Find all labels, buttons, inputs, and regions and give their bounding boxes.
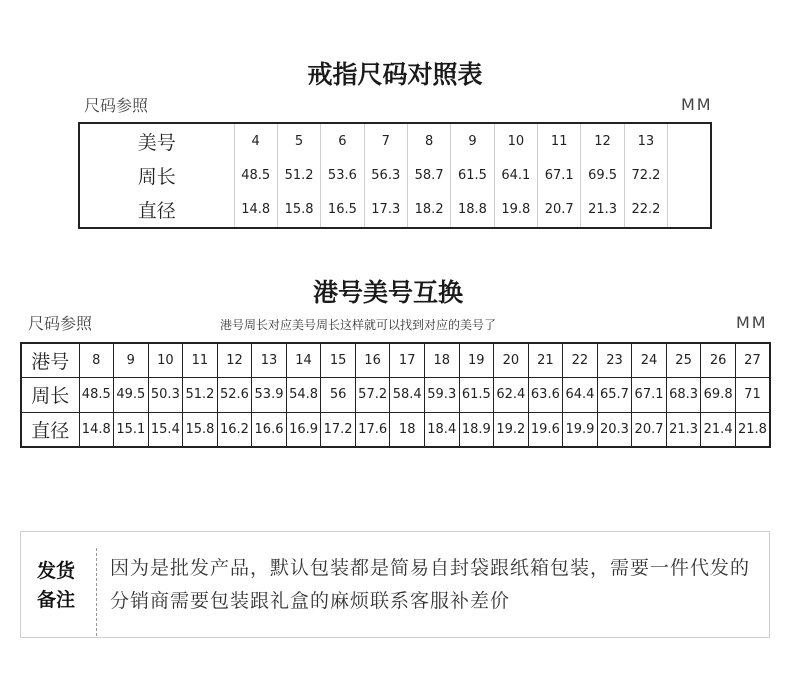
hk-table-cell: 52.6 — [217, 378, 252, 412]
hk-table-cell: 50.3 — [148, 378, 183, 412]
hk-table-cell: 18.9 — [459, 412, 494, 447]
hk-table-cell: 20.3 — [597, 412, 632, 447]
ring-table-cell: 11 — [538, 123, 581, 158]
hk-table-cell: 14.8 — [79, 412, 114, 447]
hk-table-cell: 63.6 — [528, 378, 563, 412]
hk-table-cell: 21 — [528, 343, 563, 378]
ring-table-cell: 6 — [321, 123, 364, 158]
ring-table-cell: 22.2 — [624, 193, 667, 228]
hk-table-cell: 17.2 — [321, 412, 356, 447]
hk-table-cell: 16.9 — [286, 412, 321, 447]
hk-table-cell: 21.3 — [666, 412, 701, 447]
ring-table-row — [79, 193, 711, 228]
hk-table-cell: 62.4 — [494, 378, 529, 412]
ring-table-cell: 21.3 — [581, 193, 624, 228]
ring-table-cell: 51.2 — [277, 158, 320, 192]
ring-table-cell: 16.5 — [321, 193, 364, 228]
ring-table-cell: 5 — [277, 123, 320, 158]
hk-table-cell: 10 — [148, 343, 183, 378]
hk-table-cell: 16 — [355, 343, 390, 378]
hk-table-cell: 51.2 — [183, 378, 218, 412]
ring-table-cell: 18.2 — [407, 193, 450, 228]
hk-table-cell: 27 — [735, 343, 770, 378]
hk-table-cell: 16.6 — [252, 412, 287, 447]
hk-table-cell: 16.2 — [217, 412, 252, 447]
hk-table-cell: 59.3 — [424, 378, 459, 412]
hk-table-cell: 17.6 — [355, 412, 390, 447]
ring-table-row — [79, 123, 711, 158]
ring-table-cell: 64.1 — [494, 158, 537, 192]
ring-size-table — [78, 122, 712, 229]
ring-chart-unit: MM — [681, 95, 713, 114]
shipping-note-label-line2: 备注 — [37, 589, 76, 611]
ring-chart-ref-label: 尺码参照 — [84, 96, 149, 115]
hk-table-cell: 71 — [735, 378, 770, 412]
ring-table-cell: 4 — [234, 123, 277, 158]
hk-table-cell: 8 — [79, 343, 114, 378]
shipping-note-divider — [96, 548, 97, 636]
ring-table-cell: 10 — [494, 123, 537, 158]
hk-chart-ref-label: 尺码参照 — [28, 314, 93, 333]
hk-table-row-header: 直径 — [21, 412, 79, 447]
ring-table-cell: 9 — [451, 123, 494, 158]
hk-table-cell: 22 — [563, 343, 598, 378]
hk-chart-unit: MM — [736, 313, 768, 332]
ring-table-cell — [668, 123, 711, 158]
hk-table-cell: 64.4 — [563, 378, 598, 412]
hk-table-cell: 68.3 — [666, 378, 701, 412]
ring-table-cell — [668, 158, 711, 192]
hk-table-cell: 12 — [217, 343, 252, 378]
hk-table-cell: 19.6 — [528, 412, 563, 447]
hk-table-cell: 20 — [494, 343, 529, 378]
hk-table-cell: 58.4 — [390, 378, 425, 412]
hk-table-cell: 53.9 — [252, 378, 287, 412]
hk-table-cell: 26 — [701, 343, 736, 378]
hk-table-cell: 25 — [666, 343, 701, 378]
ring-table-cell: 58.7 — [407, 158, 450, 192]
hk-table-cell: 15.1 — [114, 412, 149, 447]
ring-table-cell: 18.8 — [451, 193, 494, 228]
ring-table-cell: 8 — [407, 123, 450, 158]
shipping-note-text: 因为是批发产品，默认包装都是简易自封袋跟纸箱包装，需要一件代发的分销商需要包装跟礼盒的麻烦联系客服补差价 — [110, 557, 751, 612]
hk-table-cell: 19.2 — [494, 412, 529, 447]
shipping-note-label — [37, 557, 87, 615]
ring-chart-title: 戒指尺码对照表 — [307, 60, 483, 89]
ring-table-cell: 69.5 — [581, 158, 624, 192]
hk-table-cell: 14 — [286, 343, 321, 378]
hk-table-cell: 18 — [390, 412, 425, 447]
ring-table-row-header: 美号 — [137, 131, 176, 154]
ring-table-cell: 17.3 — [364, 193, 407, 228]
ring-table-row — [79, 158, 711, 192]
hk-table-row — [21, 343, 770, 378]
ring-table-cell: 19.8 — [494, 193, 537, 228]
hk-table-cell: 15.4 — [148, 412, 183, 447]
ring-table-cell: 15.8 — [277, 193, 320, 228]
hk-table-cell: 18 — [424, 343, 459, 378]
hk-table-cell: 24 — [632, 343, 667, 378]
ring-table-row-header: 周长 — [137, 165, 176, 188]
hk-table-cell: 61.5 — [459, 378, 494, 412]
hk-table-cell: 11 — [183, 343, 218, 378]
ring-table-cell: 20.7 — [538, 193, 581, 228]
hk-table-row — [21, 378, 770, 412]
hk-table-row — [21, 412, 770, 447]
hk-table-cell: 20.7 — [632, 412, 667, 447]
hk-table-cell: 54.8 — [286, 378, 321, 412]
ring-table-cell — [668, 193, 711, 228]
hk-table-cell: 67.1 — [632, 378, 667, 412]
hk-table-cell: 23 — [597, 343, 632, 378]
ring-table-cell: 13 — [624, 123, 667, 158]
ring-table-row-header: 直径 — [137, 200, 176, 223]
hk-table-cell: 21.4 — [701, 412, 736, 447]
hk-table-cell: 15 — [321, 343, 356, 378]
shipping-note-label-line1: 发货 — [37, 560, 76, 582]
ring-table-cell: 53.6 — [321, 158, 364, 192]
hk-table-cell: 18.4 — [424, 412, 459, 447]
hk-table-cell: 15.8 — [183, 412, 218, 447]
hk-us-conversion-table — [20, 342, 771, 448]
ring-table-cell: 56.3 — [364, 158, 407, 192]
hk-chart-title: 港号美号互换 — [312, 278, 463, 307]
hk-table-cell: 19.9 — [563, 412, 598, 447]
ring-table-cell: 67.1 — [538, 158, 581, 192]
ring-table-cell: 7 — [364, 123, 407, 158]
hk-table-cell: 69.8 — [701, 378, 736, 412]
hk-chart-hint: 港号周长对应美号周长这样就可以找到对应的美号了 — [220, 318, 497, 332]
hk-table-cell: 48.5 — [79, 378, 114, 412]
ring-table-cell: 14.8 — [234, 193, 277, 228]
hk-table-cell: 9 — [114, 343, 149, 378]
hk-table-cell: 13 — [252, 343, 287, 378]
hk-table-row-header: 周长 — [21, 378, 79, 412]
hk-table-cell: 65.7 — [597, 378, 632, 412]
hk-table-cell: 49.5 — [114, 378, 149, 412]
hk-table-cell: 21.8 — [735, 412, 770, 447]
hk-table-row-header: 港号 — [31, 351, 70, 374]
hk-table-cell: 17 — [390, 343, 425, 378]
hk-table-cell: 19 — [459, 343, 494, 378]
ring-table-cell: 72.2 — [624, 158, 667, 192]
ring-table-cell: 12 — [581, 123, 624, 158]
hk-table-cell: 56 — [321, 378, 356, 412]
ring-table-cell: 61.5 — [451, 158, 494, 192]
ring-table-cell: 48.5 — [234, 158, 277, 192]
hk-table-cell: 57.2 — [355, 378, 390, 412]
